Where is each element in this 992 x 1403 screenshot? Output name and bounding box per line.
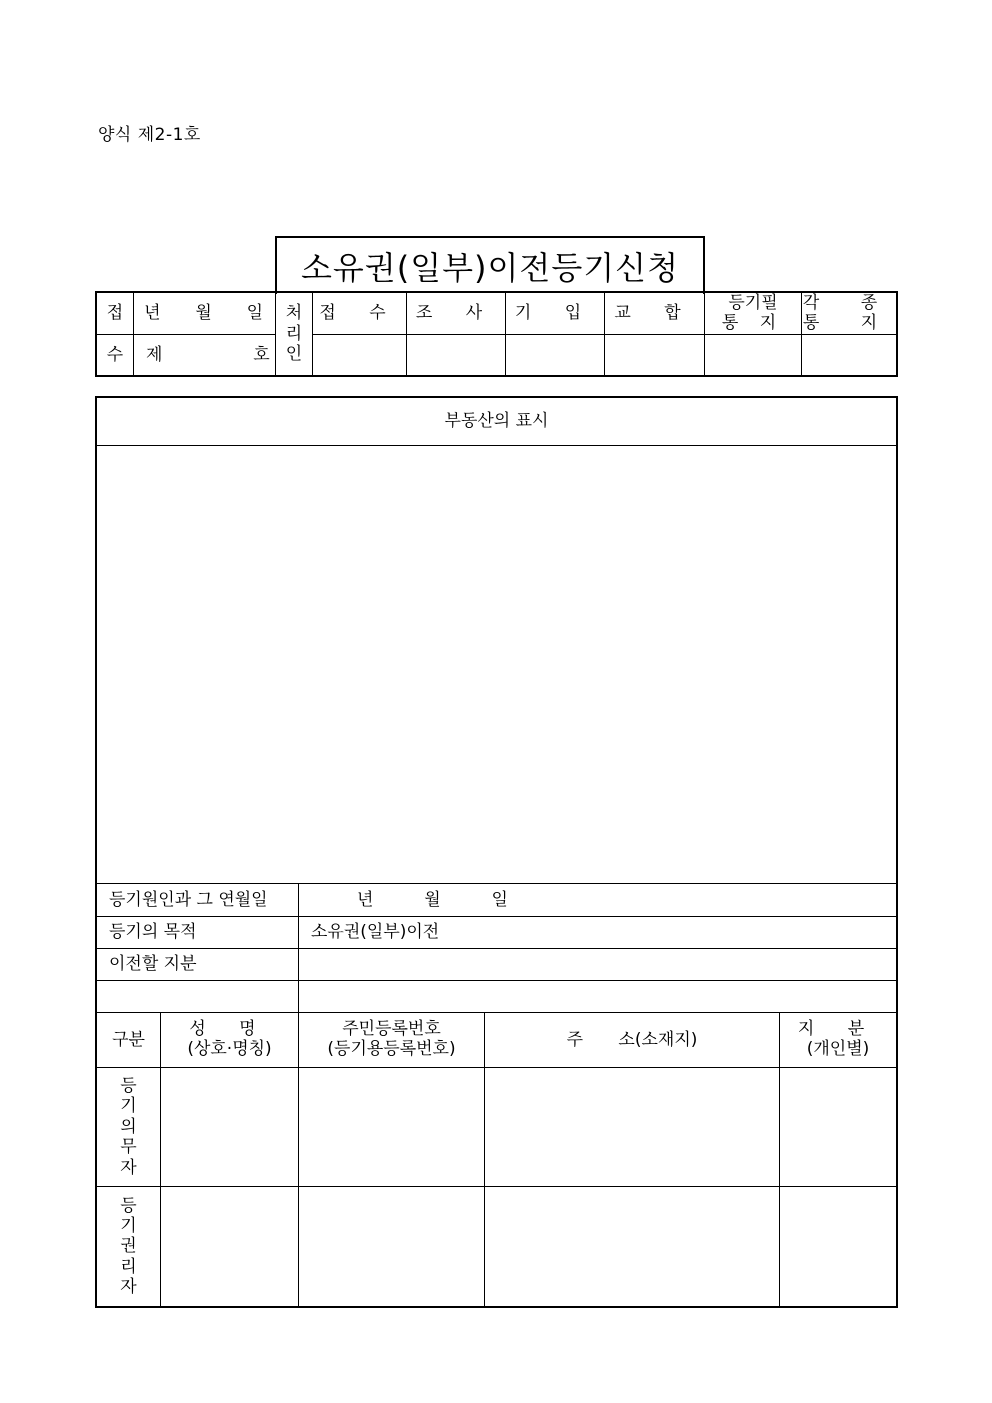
col-share-line1: 지 분	[797, 1019, 879, 1040]
holder-char: 등	[120, 1195, 137, 1216]
completion-notice-line1: 등기필	[728, 292, 778, 313]
col-receipt: 접 수	[313, 293, 407, 335]
obligor-id-cell[interactable]	[299, 1068, 485, 1187]
obligor-char: 무	[120, 1137, 137, 1158]
receipt-number-suffix: 호	[253, 344, 270, 365]
processor-char: 리	[285, 323, 303, 344]
receipt-day-label: 일	[246, 303, 263, 324]
application-table	[96, 397, 897, 1307]
obligor-label	[97, 1068, 161, 1187]
obligor-char: 자	[120, 1157, 137, 1178]
holder-char: 기	[120, 1215, 137, 1236]
property-header: 부동산의 표시	[97, 398, 897, 446]
receipt-number[interactable]	[134, 335, 276, 376]
processor-label	[276, 293, 313, 376]
purpose-value[interactable]: 소유권(일부)이전	[299, 917, 897, 949]
entry-cell[interactable]	[506, 335, 605, 376]
receipt-date[interactable]	[134, 293, 276, 335]
col-id-number	[299, 1013, 485, 1068]
receipt-number-prefix: 제	[146, 344, 163, 365]
col-entry: 기 입	[506, 293, 605, 335]
inspection-cell[interactable]	[407, 335, 506, 376]
share-label: 이전할 지분	[97, 949, 299, 981]
extra-value-cell[interactable]	[299, 981, 897, 1013]
share-value[interactable]	[299, 949, 897, 981]
cause-month-label: 월	[424, 889, 441, 910]
purpose-label: 등기의 목적	[97, 917, 299, 949]
col-address	[485, 1013, 780, 1068]
document-title-text: 소유권(일부)이전등기신청	[300, 249, 679, 287]
col-collation: 교 합	[605, 293, 705, 335]
col-share	[780, 1013, 897, 1068]
completion-notice-cell[interactable]	[705, 335, 802, 376]
collation-cell[interactable]	[605, 335, 705, 376]
various-notice-cell[interactable]	[802, 335, 897, 376]
col-category: 구분	[97, 1013, 161, 1068]
obligor-char: 의	[120, 1116, 137, 1137]
cause-date-field[interactable]	[299, 884, 897, 917]
processor-char: 처	[285, 303, 303, 324]
col-share-line2: (개인별)	[806, 1039, 870, 1059]
receipt-label-bottom: 수	[97, 335, 134, 376]
cause-year-label: 년	[357, 889, 374, 910]
completion-notice-line2: 통 지	[721, 312, 785, 333]
receipt-table	[96, 292, 897, 376]
col-id-line1: 주민등록번호	[342, 1019, 441, 1040]
holder-char: 리	[120, 1256, 137, 1277]
document-title	[275, 236, 705, 294]
obligor-char: 기	[120, 1096, 137, 1117]
col-id-line2: (등기용등록번호)	[327, 1039, 456, 1059]
holder-share-cell[interactable]	[780, 1187, 897, 1307]
receipt-month-label: 월	[195, 303, 212, 324]
receipt-year-label: 년	[144, 303, 161, 324]
various-notice-line2: 통 지	[802, 312, 896, 333]
receipt-label-top: 접	[97, 293, 134, 335]
property-description-area[interactable]	[97, 446, 897, 884]
obligor-char: 등	[120, 1076, 137, 1097]
holder-label	[97, 1187, 161, 1307]
holder-id-cell[interactable]	[299, 1187, 485, 1307]
receipt-cell[interactable]	[313, 335, 407, 376]
col-completion-notice	[705, 293, 802, 335]
col-inspection: 조 사	[407, 293, 506, 335]
obligor-address-cell[interactable]	[485, 1068, 780, 1187]
processor-char: 인	[285, 344, 303, 365]
col-name-line2: (상호·명칭)	[187, 1039, 272, 1059]
various-notice-line1: 각 종	[802, 292, 896, 313]
col-name	[161, 1013, 299, 1068]
cause-label: 등기원인과 그 연월일	[97, 884, 299, 917]
form-number: 양식 제2-1호	[98, 125, 201, 145]
holder-name-cell[interactable]	[161, 1187, 299, 1307]
obligor-share-cell[interactable]	[780, 1068, 897, 1187]
holder-address-cell[interactable]	[485, 1187, 780, 1307]
extra-label-cell[interactable]	[97, 981, 299, 1013]
holder-char: 권	[120, 1236, 137, 1257]
holder-char: 자	[120, 1277, 137, 1298]
col-name-line1: 성 명	[189, 1019, 270, 1040]
col-address-text: 주 소(소재지)	[566, 1029, 698, 1050]
col-various-notice	[802, 293, 897, 335]
cause-day-label: 일	[491, 889, 508, 910]
obligor-name-cell[interactable]	[161, 1068, 299, 1187]
